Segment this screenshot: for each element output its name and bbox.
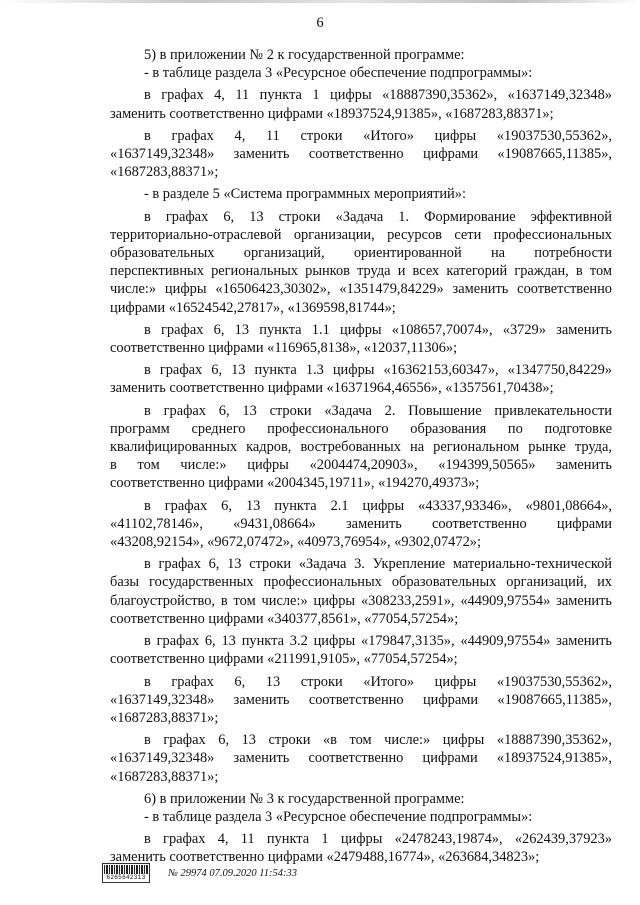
text-line: «1637149,32348» заменить соответственно цифрами «18937524,91385», [110, 750, 612, 767]
document-body [110, 46, 612, 867]
text-line: заменить соответственно цифрами «2479488,16774», «263684,34823»; [110, 849, 540, 866]
text-line: «1687283,88371»; [110, 164, 219, 181]
text-line: в графах 6, 13 пункта 1.3 цифры «16362153,60347», «1347750,84229» [144, 362, 612, 379]
text-line: - в разделе 5 «Система программных мероприятий»: [144, 186, 466, 203]
text-line: перспективных региональных рынков труда и всех категорий граждан, в том [110, 263, 612, 280]
text-line: - в таблице раздела 3 «Ресурсное обеспечение подпрограммы»: [144, 65, 533, 82]
text-line: «1637149,32348» заменить соответственно цифрами «19087665,11385», [110, 146, 612, 163]
text-line: цифрами «16524542,27817», «1369598,81744»; [110, 299, 396, 316]
text-line: 6) в приложении № 3 к государственной программе: [144, 790, 465, 807]
text-line: соответственно цифрами «116965,8138», «12037,11306»; [110, 340, 458, 357]
barcode-bars [104, 865, 148, 874]
text-line: заменить соответственно цифрами «18937524,91385», «1687283,88371»; [110, 105, 554, 122]
text-line: «41102,78146», «9431,08664» заменить соответственно цифрами [110, 515, 612, 532]
text-line: 5) в приложении № 2 к государственной программе: [144, 47, 465, 63]
text-line: образовательных организаций, ориентированной на потребности [110, 245, 612, 262]
text-line: квалифицированных кадров, востребованных на региональном рынке труда, [110, 439, 612, 456]
text-line: соответственно цифрами «340377,8561», «77054,57254»; [110, 610, 459, 627]
document-footer [102, 862, 297, 884]
text-line: базы государственных профессиональных образовательных организаций, их [110, 574, 612, 591]
text-line: в графах 6, 13 строки «Итого» цифры «19037530,55362», [144, 673, 612, 690]
text-line: в графах 4, 11 строки «Итого» цифры «19037530,55362», [144, 127, 612, 144]
text-line: территориально-отраслевой организации, ресурсов сети профессиональных [110, 226, 612, 243]
text-line: в графах 6, 13 пункта 1.1 цифры «108657,70074», «3729» заменить [144, 321, 612, 338]
text-line: в графах 4, 11 пункта 1 цифры «2478243,19874», «262439,37923» [144, 831, 612, 848]
text-line: в графах 4, 11 пункта 1 цифры «18887390,35362», «1637149,32348» [144, 87, 612, 104]
text-line: числе:» цифры «16506423,30302», «1351479,84229» заменить соответственно [110, 281, 612, 298]
text-line: «1687283,88371»; [110, 709, 219, 726]
barcode-number: 6265642313 [106, 874, 146, 881]
text-line: в графах 6, 13 строки «Задача 2. Повышение привлекательности [144, 402, 612, 419]
text-line: соответственно цифрами «211991,9105», «77054,57254»; [110, 651, 458, 668]
text-line: в графах 6, 13 строки «Задача 3. Укрепление материально-технической [144, 556, 612, 573]
text-line: «43208,92154», «9672,07472», «40973,76954», «9302,07472»; [110, 534, 481, 551]
text-line: - в таблице раздела 3 «Ресурсное обеспечение подпрограммы»: [144, 808, 533, 825]
text-line: в графах 6, 13 пункта 3.2 цифры «179847,3135», «44909,97554» заменить [144, 633, 612, 650]
text-line: заменить соответственно цифрами «16371964,46556», «1357561,70438»; [110, 380, 554, 397]
barcode-stamp [102, 863, 150, 883]
scan-edge-line [0, 0, 640, 3]
text-line: соответственно цифрами «2004345,19711», «194270,49373»; [110, 475, 480, 492]
text-line: «1637149,32348» заменить соответственно цифрами «19087665,11385», [110, 691, 612, 708]
page-number: 6 [316, 15, 324, 31]
text-line: программ среднего профессионального образования по подготовке [110, 420, 612, 437]
text-line: благоустройство, в том числе:» цифры «308233,2591», «44909,97554» заменить [110, 592, 612, 609]
text-line: в графах 6, 13 пункта 2.1 цифры «43337,93346», «9801,08664», [144, 497, 612, 514]
text-line: «1687283,88371»; [110, 768, 219, 785]
text-line: в графах 6, 13 строки «Задача 1. Формирование эффективной [144, 208, 612, 225]
text-line: в графах 6, 13 строки «в том числе:» цифры «18887390,35362», [144, 732, 612, 749]
text-line: в том числе:» цифры «2004474,20903», «194399,50565» заменить [110, 457, 612, 474]
document-registration-stamp: № 29974 07.09.2020 11:54:33 [168, 867, 297, 879]
